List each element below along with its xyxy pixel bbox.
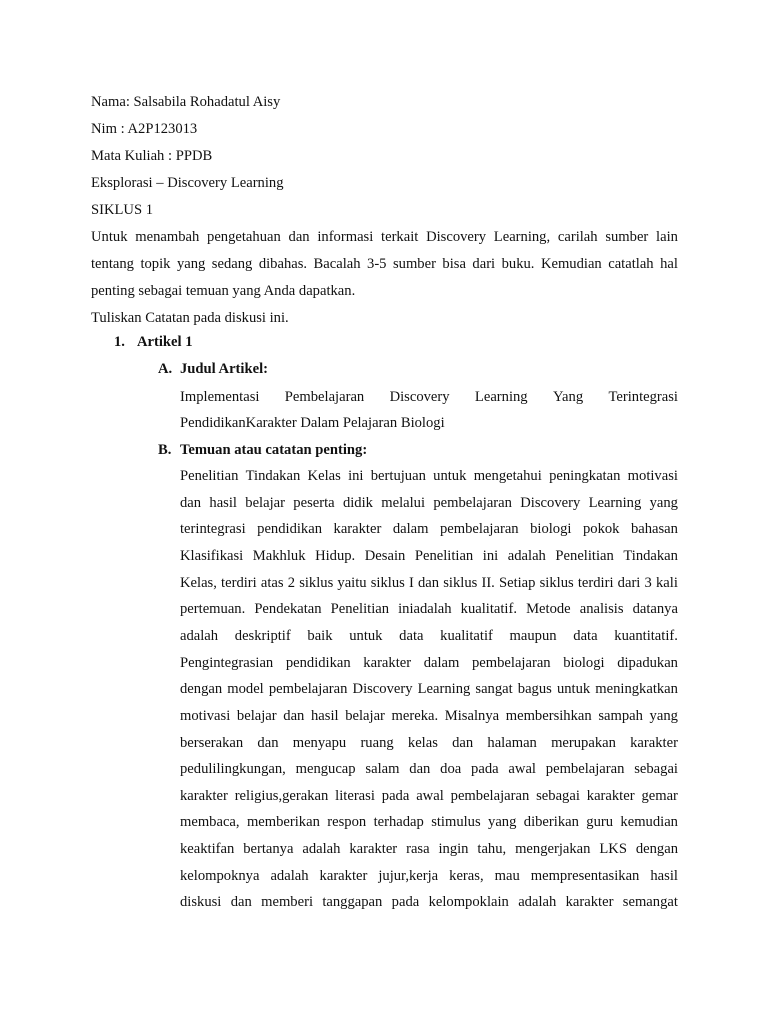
findings-line [180,762,678,777]
word: doa [440,761,462,777]
word: pendidikan [285,655,351,671]
word: dan [409,761,431,777]
article-title-line-1 [180,390,678,405]
word: pedulilingkungan, [180,761,286,777]
word: sumber [392,256,436,272]
word: kualitatif [440,628,493,644]
findings-line [180,682,678,697]
word: berserakan [180,735,244,751]
word: memberikan [246,814,320,830]
word: Discovery [426,229,487,245]
word: Tindakan [623,548,678,564]
word: tentang [91,256,134,272]
word: awal [508,761,536,777]
word: dan [418,575,440,591]
word: Discovery [520,495,581,511]
student-nim: Nim : A2P123013 [91,121,198,137]
word: Terintegrasi [608,389,678,405]
word: adalah [270,868,309,884]
word: membaca, [180,814,240,830]
word: tanggapan [322,894,383,910]
word: hasil [650,868,678,884]
word: untuk [433,468,467,484]
word: ruang [360,735,394,751]
word: dibahas. [258,256,308,272]
word: yang [649,495,678,511]
word: belajar [245,495,285,511]
word: belajar [345,708,385,724]
word: kualitatif. [460,601,517,617]
word: LKS [599,841,627,857]
word: membersihkan [505,708,592,724]
word: Metode [526,601,571,617]
word: untuk [349,628,383,644]
word: Desain [364,548,406,564]
word: Pembelajaran [284,389,365,405]
word: sebagai [634,761,678,777]
word: II. [481,575,495,591]
word: dan [283,708,305,724]
word: hasil [310,708,339,724]
instruction-line-1 [91,230,678,245]
word: Implementasi [180,389,260,405]
findings-line [180,869,678,884]
findings-line [180,549,678,564]
word: karakter [319,868,368,884]
word: kelompoklain [428,894,509,910]
word: catatlah [608,256,654,272]
word: Kelas [307,468,341,484]
word: biologi [563,655,605,671]
word: maupun [509,628,557,644]
word: analisis [579,601,624,617]
word: pembelajaran [450,788,530,804]
word: baik [307,628,333,644]
findings-line [180,576,678,591]
word: yang [649,708,678,724]
word: Kelas, [180,575,217,591]
word: pada [381,788,410,804]
findings-line [180,629,678,644]
word: yang [488,814,517,830]
word: hasil [209,495,237,511]
word: siklus [539,575,574,591]
word: adalah [507,548,546,564]
word: terintegrasi [180,521,246,537]
word: biologi [530,521,572,537]
word: Hidup. [315,548,356,564]
word: informasi [317,229,374,245]
word: kelas [407,735,438,751]
word: mengerjakan [515,841,591,857]
word: didik [342,495,373,511]
article-number: 1. [114,334,125,350]
word: semangat [622,894,678,910]
word: menyapu [292,735,347,751]
article-title-line-2: PendidikanKarakter Dalam Pelajaran Biologi [180,415,445,431]
word: belajar [236,708,277,724]
word: dengan [635,841,678,857]
word: mengetahui [473,468,542,484]
findings-line [180,815,678,830]
word: kuantitatif. [614,628,678,644]
word: untuk [556,681,591,697]
word: dipadukan [617,655,678,671]
word: Kemudian [540,256,602,272]
word: adalah [180,628,219,644]
word: adalah [518,894,557,910]
word: memberi [261,894,313,910]
word: iniadalah [398,601,452,617]
word: Makhluk [252,548,306,564]
word: tahu, [477,841,507,857]
word: mempresentasikan [530,868,640,884]
findings-line [180,842,678,857]
word: topik [140,256,171,272]
word: rasa [406,841,430,857]
write-notes-instruction: Tuliskan Catatan pada diskusi ini. [91,310,289,326]
word: pembelajaran [268,681,348,697]
word: dan [180,495,202,511]
word: dalam [423,655,460,671]
word: kelompoknya [180,868,260,884]
word: motivasi [180,708,231,724]
word: lain [656,229,678,245]
word: 2 [287,575,296,591]
word: yang [176,256,206,272]
word: ingin [438,841,469,857]
exploration-topic: Eksplorasi – Discovery Learning [91,175,284,191]
word: Penelitian [555,548,614,564]
word: Bacalah [313,256,361,272]
word: melalui [381,495,426,511]
section-a-letter: A. [158,361,173,377]
word: Penelitian [330,601,390,617]
word: dan [288,229,310,245]
word: salam [365,761,400,777]
word: sedang [211,256,253,272]
word: keras, [449,868,484,884]
word: pada [471,761,499,777]
word: siklus [370,575,405,591]
word: bahasan [630,521,678,537]
word: Untuk [91,229,128,245]
word: adalah [302,841,341,857]
word: sampah [598,708,643,724]
word: menambah [135,229,200,245]
word: karakter [586,788,635,804]
word: Misalnya [444,708,500,724]
word: halaman [487,735,537,751]
word: Setiap [498,575,536,591]
word: Penelitian [180,468,239,484]
word: karakter [180,788,228,804]
instruction-line-2 [91,257,678,272]
word: Discovery [389,389,450,405]
word: pada [391,894,420,910]
word: Klasifikasi [180,548,244,564]
word: pembelajaran [433,495,512,511]
findings-line [180,496,678,511]
word: terhadap [373,814,424,830]
word: keaktifan [180,841,235,857]
course-name: Mata Kuliah : PPDB [91,148,213,164]
word: religius,gerakan [234,788,329,804]
word: model [227,681,264,697]
word: peserta [293,495,335,511]
word: Yang [552,389,584,405]
word: karakter [565,894,614,910]
word: gemar [641,788,678,804]
word: dan [452,735,474,751]
word: peningkatan [549,468,621,484]
word: siklus [443,575,478,591]
word: terkait [381,229,419,245]
findings-line [180,736,678,751]
findings-line [180,789,678,804]
word: dari [472,256,496,272]
word: data [573,628,598,644]
word: pokok [582,521,620,537]
word: buku. [501,256,535,272]
word: datanya [632,601,678,617]
word: 3-5 [367,256,387,272]
section-a-heading: Judul Artikel: [180,361,268,377]
instruction-line-3: penting sebagai temuan yang Anda dapatkan. [91,283,356,299]
word: meningkatkan [595,681,678,697]
word: sebagai [536,788,580,804]
word: data [399,628,424,644]
word: dengan [180,681,223,697]
word: dan [230,894,252,910]
word: dalam [392,521,429,537]
word: awal [416,788,444,804]
findings-line [180,602,678,617]
word: terdiri [577,575,614,591]
word: bertanya [243,841,294,857]
word: mereka. [391,708,439,724]
word: karakter [630,735,678,751]
word: diberikan [523,814,579,830]
word: Pendekatan [254,601,322,617]
word: dan [257,735,279,751]
section-b-heading: Temuan atau catatan penting: [180,442,368,458]
word: Discovery [352,681,413,697]
word: mengucap [295,761,356,777]
word: karakter [349,841,398,857]
word: mau [494,868,520,884]
word: atas [260,575,284,591]
findings-line [180,656,678,671]
word: Tindakan [245,468,301,484]
word: Penelitian [414,548,474,564]
word: pendidikan [257,521,323,537]
section-b-letter: B. [158,442,172,458]
word: I [408,575,414,591]
findings-line [180,469,678,484]
word: karakter [333,521,382,537]
word: carilah [557,229,598,245]
findings-line [180,709,678,724]
word: pengetahuan [207,229,281,245]
word: 3 [644,575,652,591]
word: sangat [475,681,513,697]
word: terdiri [221,575,257,591]
word: guru [586,814,614,830]
word: Learning [588,495,642,511]
word: stimulus [431,814,481,830]
findings-line [180,895,678,910]
word: merupakan [551,735,616,751]
word: hal [660,256,678,272]
article-title: Artikel 1 [137,334,193,350]
word: pertemuan. [180,601,246,617]
word: Pengintegrasian [180,655,274,671]
word: siklus [299,575,334,591]
word: dari [617,575,641,591]
word: bagus [517,681,552,697]
word: sumber [605,229,649,245]
word: kemudian [620,814,678,830]
word: deskriptif [234,628,291,644]
word: motivasi [627,468,678,484]
word: diskusi [180,894,222,910]
word: ini [482,548,499,564]
word: yaitu [337,575,367,591]
word: respon [327,814,367,830]
word: pembelajaran [440,521,519,537]
word: pembelajaran [472,655,551,671]
word: Learning [417,681,471,697]
word: literasi [335,788,375,804]
student-name: Nama: Salsabila Rohadatul Aisy [91,94,281,110]
word: Learning [474,389,528,405]
word: bertujuan [370,468,426,484]
word: jujur,kerja [378,868,439,884]
word: Learning, [493,229,551,245]
word: karakter [363,655,412,671]
word: ini [348,468,364,484]
word: bisa [442,256,466,272]
cycle-label: SIKLUS 1 [91,202,154,218]
word: kali [655,575,678,591]
word: pembelajaran [545,761,625,777]
findings-line [180,522,678,537]
